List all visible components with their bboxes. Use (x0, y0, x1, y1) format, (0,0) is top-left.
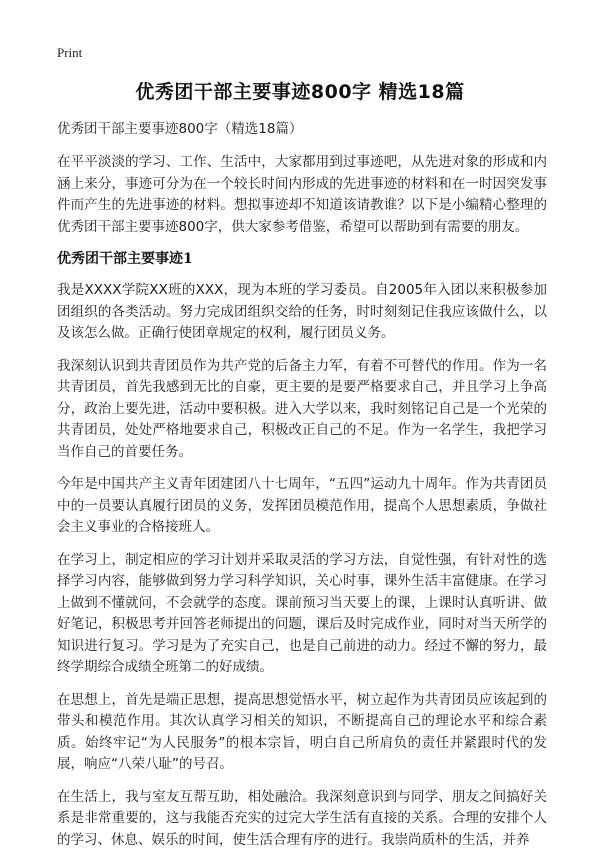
intro-paragraph: 在平平淡淡的学习、工作、生活中，大家都用到过事迹吧，从先进对象的形成和内涵上来分，事迹可分为在一个较长时间内形成的先进事迹的材料和在一时因突发事件而产生的先进事迹的材料。想拟事迹却不知道该请教谁？以下是小编精心整理的优秀团干部主要事迹800字，供大家参考借鉴，希望可以帮助到有需要的朋友。 (57, 154, 547, 235)
body-paragraph: 我深刻认识到共青团员作为共产党的后备主力军，有着不可替代的作用。作为一名共青团员，首先我感到无比的自豪，更主要的是要严格要求自己，并且学习上争高分，政治上要先进，活动中要积极。进入大学以来，我时刻铭记自己是一个光荣的共青团员，处处严格地要求自己，积极改正自己的不足。作为一名学生，我把学习当作自己的首要任务。 (57, 357, 547, 460)
document-body (57, 119, 547, 862)
body-paragraph: 今年是中国共产主义青年团建团八十七周年，“五四”运动九十周年。作为共青团员中的一员要认真履行团员的义务，发挥团员模范作用，提高个人思想素质，争做社会主义事业的合格接班人。 (57, 476, 547, 535)
body-paragraph: 我是XXXX学院XX班的XXX，现为本班的学习委员。自2005年入团以来积极参加团组织的各类活动。努力完成团组织交给的任务，时时刻刻记住我应该做什么，以及该怎么做。正确行使团章规定的权利，履行团员义务。 (57, 282, 547, 341)
body-paragraph: 在思想上，首先是端正思想，提高思想觉悟水平，树立起作为共青团员应该起到的带头和模范作用。其次认真学习相关的知识，不断提高自己的理论水平和综合素质。始终牢记“为人民服务”的根本宗旨，明白自己所肩负的责任并紧跟时代的发展，响应“八荣八耻”的号召。 (57, 691, 547, 772)
print-label: Print (57, 45, 83, 60)
body-paragraph: 在学习上，制定相应的学习计划并采取灵活的学习方法，自觉性强，有针对性的选择学习内容，能够做到努力学习科学知识，关心时事，课外生活丰富健康。在学习上做到不懂就问，不会就学的态度。课前预习当天要上的课，上课时认真听讲、做好笔记，积极思考并回答老师提出的问题，课后及时完成作业，同时对当天所学的知识进行复习。学习是为了充实自己，也是自己前进的动力。经过不懈的努力，最终学期综合成绩全班第二的好成绩。 (57, 551, 547, 675)
page-title: 优秀团干部主要事迹800字 精选18篇 (135, 81, 465, 103)
section-heading: 优秀团干部主要事迹1 (57, 251, 193, 267)
body-paragraph: 在生活上，我与室友互帮互助，相处融洽。我深刻意识到与同学、朋友之间搞好关系是非常重要的，这与我能否充实的过完大学生活有直接的关系。合理的安排个人的学习、休息、娱乐的时间，使生活合理有序的进行。我崇尚质朴的生活，并养 (57, 788, 547, 848)
document-subtitle: 优秀团干部主要事迹800字（精选18篇） (57, 121, 303, 137)
